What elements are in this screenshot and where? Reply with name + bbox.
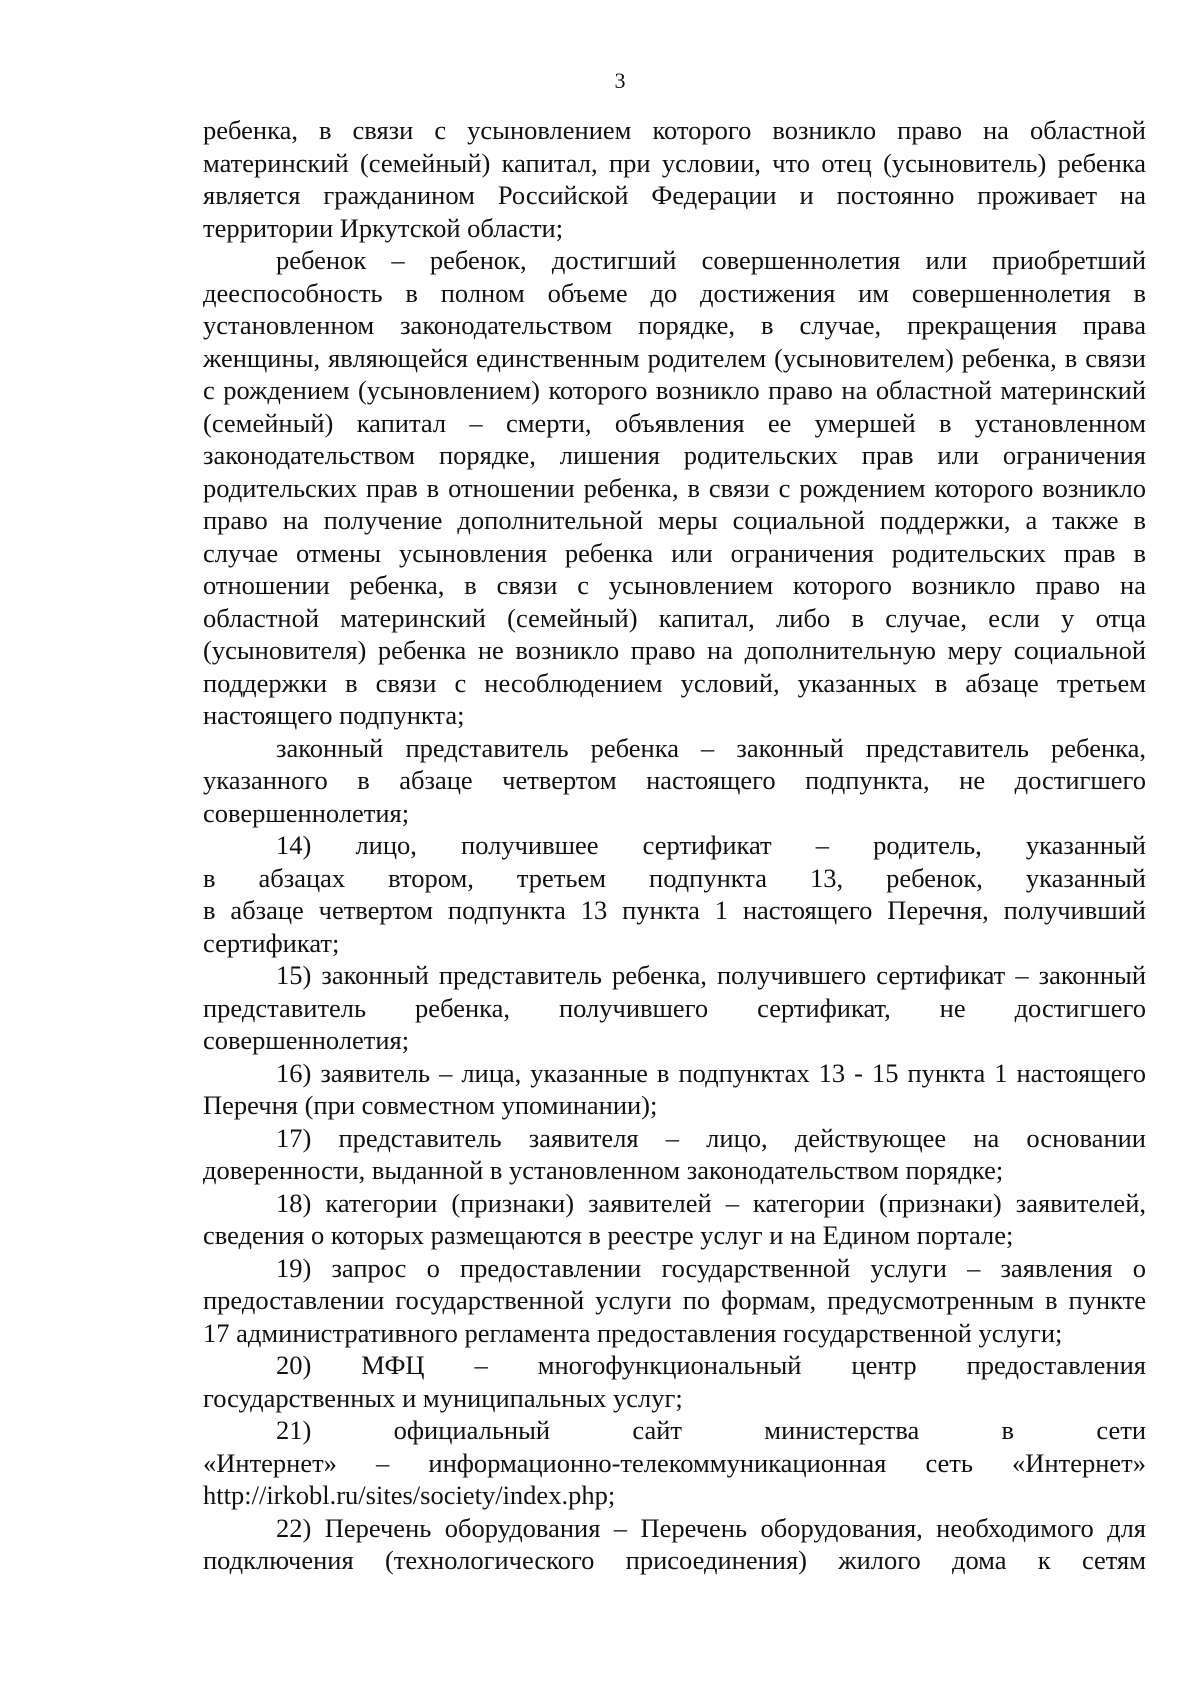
paragraph-text: 19) запрос о предоставлении государственной услуги – заявления о предоставлении государственной услуги по формам, предусмотренным в пункте 17 административного регламента предоставления государственной услуги; (203, 1252, 1146, 1348)
document-body (203, 114, 1146, 1577)
paragraph-text: 14) лицо, получившее сертификат – родитель, указанный (276, 830, 1146, 860)
paragraph-item-21-line-1 (203, 1414, 1146, 1447)
paragraph-text: в абзаце четвертом подпункта 13 пункта 1 настоящего Перечня, получивший сертификат; (203, 895, 1146, 958)
paragraph-definition-legal-representative (203, 732, 1146, 830)
paragraph-item-21-rest (203, 1479, 1146, 1512)
paragraph-text: «Интернет» – информационно-телекоммуникационная сеть «Интернет» (203, 1447, 1146, 1478)
paragraph-text: 22) Перечень оборудования – Перечень оборудования, необходимого для подключения (технологического присоединения) жилого дома к сетям (203, 1512, 1146, 1575)
paragraph-text: 16) заявитель – лица, указанные в подпунктах 13 - 15 пункта 1 настоящего Перечня (при совместном упоминании); (203, 1057, 1146, 1120)
paragraph-item-14-rest (203, 894, 1146, 959)
paragraph-item-15 (203, 959, 1146, 1057)
paragraph-text: 21) официальный сайт министерства в сети (276, 1415, 1146, 1445)
paragraph-text: законный представитель ребенка – законный представитель ребенка, указанного в абзаце четвертом настоящего подпункта, не достигшего совершеннолетия; (203, 732, 1146, 828)
paragraph-text: ребенок – ребенок, достигший совершеннолетия или приобретший дееспособность в полном объеме до достижения им совершеннолетия в установленном законодательством порядке, в случае, прекращения права женщины, являющейся единственным родителем (усыновителем) ребенка, в связи с рождением (усыновлением) которого возникло право на областной материнский (семейный) капитал – смерти, объявления ее умершей в установленном законодательством порядке, лишения родительских прав или ограничения родительских прав в отношении ребенка, в связи с рождением которого возникло право на получение дополнительной меры социальной поддержки, а также в случае отмены усыновления ребенка или ограничения родительских прав в отношении ребенка, в связи с усыновлением которого возникло право на областной материнский (семейный) капитал, либо в случае, если у отца (усыновителя) ребенка не возникло право на дополнительную меру социальной поддержки в связи с несоблюдением условий, указанных в абзаце третьем настоящего подпункта; (203, 245, 1146, 730)
paragraph-item-20-rest (203, 1382, 1146, 1415)
paragraph-text: государственных и муниципальных услуг; (203, 1382, 683, 1413)
paragraph-item-18 (203, 1187, 1146, 1252)
paragraph-continued (203, 114, 1146, 244)
paragraph-text: ребенка, в связи с усыновлением которого возникло право на областной материнский (семейный) капитал, при условии, что отец (усыновитель) ребенка является гражданином Российской Федерации и постоянно проживает на территории Иркутской области; (203, 115, 1146, 243)
paragraph-text: 15) законный представитель ребенка, получившего сертификат – законный представитель ребенка, получившего сертификат, не достигшего совершеннолетия; (203, 960, 1146, 1055)
paragraph-text: 17) представитель заявителя – лицо, действующее на основании доверенности, выданной в установленном законодательством порядке; (203, 1122, 1146, 1185)
paragraph-text: http://irkobl.ru/sites/society/index.php; (203, 1480, 616, 1510)
page-number: 3 (614, 68, 626, 93)
paragraph-item-22 (203, 1512, 1146, 1577)
paragraph-item-14-line-1 (203, 829, 1146, 862)
paragraph-item-21-line-2 (203, 1447, 1146, 1480)
paragraph-text: 20) МФЦ – многофункциональный центр предоставления (276, 1350, 1146, 1380)
paragraph-item-16 (203, 1057, 1146, 1122)
paragraph-item-20-line-1 (203, 1349, 1146, 1382)
paragraph-item-14-line-2 (203, 862, 1146, 895)
paragraph-item-17 (203, 1122, 1146, 1187)
paragraph-item-19 (203, 1252, 1146, 1350)
paragraph-text: в абзацах втором, третьем подпункта 13, ребенок, указанный (203, 862, 1146, 893)
paragraph-text: 18) категории (признаки) заявителей – категории (признаки) заявителей, сведения о которых размещаются в реестре услуг и на Едином портале; (203, 1187, 1146, 1250)
paragraph-definition-child (203, 244, 1146, 732)
